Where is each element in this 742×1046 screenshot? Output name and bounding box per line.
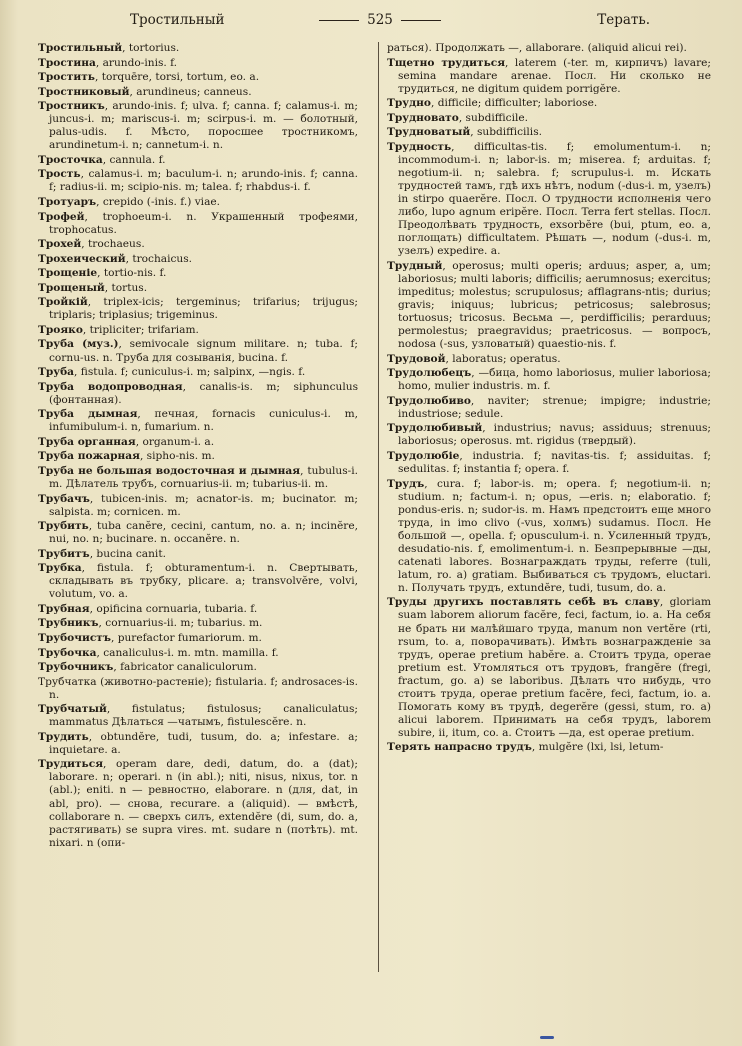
headword: Трудолюбіе [387, 449, 460, 462]
dictionary-entry: Трудновато, subdifficile. [387, 111, 529, 124]
headword: Трощеный [38, 281, 105, 294]
dictionary-entry: Трудолюбецъ, —бица, homo laboriosus, mulier laboriosa; homo, mulier industris. m. f. [387, 367, 711, 393]
dictionary-entry: Трудноватый, subdifficilis. [387, 126, 542, 139]
dictionary-entry: Трудный, operosus; multi operis; arduus; asper, a, um; laboriosus; multi laboris; difficilis; aerumnosus; exercitus; impeditus; molestus; scrupulosus; afflagrans-ntis; durius; gravis; iniquus; lubricus; petricosus; salebrosus; tortuosus; tricosus. Весьма —, perdifficilis; perarduus; permolestus; praegravidus; praetricosus. — вопросъ, nodosa (-sus, узловатый) quaestio-nis. f. [387, 259, 711, 351]
headword: Трубитъ [38, 547, 90, 560]
headword: Трубчатый [38, 703, 107, 716]
dictionary-entry: Трубачъ, tubicen-inis. m; acnator-is. m; bucinator. m; salpista. m; cornicen. m. [38, 492, 358, 518]
dictionary-entry: Трудолюбиво, naviter; strenue; impigre; industrie; industriose; sedule. [387, 394, 711, 420]
dictionary-entry: Тщетно трудиться, laterem (-ter. m, кирпичъ) lavare; semina mandare arenae. Посл. Ни сколько не трудиться, ne digitum quidem porrigĕre. [387, 56, 711, 95]
dictionary-entry: Трудолюбивый, industrius; navus; assiduus; strenuus; laboriosus; operosus. mt. rigidus (твердый). [387, 422, 711, 448]
header-left-word: Тростильный [130, 12, 225, 28]
headword: Труды другихъ поставлять себѣ въ славу [387, 596, 660, 609]
dictionary-entry: Трудовой, laboratus; operatus. [387, 352, 561, 365]
headword: Трубочистъ [38, 631, 111, 644]
dictionary-entry: Трудность, difficultas-tis. f; emolumentum-i. n; incommodum-i. n; labor-is. m; miserea. f; arduitas. f; negotium-ii. n; salebra. f; scrupulus-i. m. Искать трудностей тамъ, гдѣ ихъ нѣтъ, nodum (-dus-i. m, узелъ) in stirpo quaerĕre. Посл. О трудности исполненія чего либо, lupo agnum eripĕre. Посл. Terra fert stellas. Посл. Преодолѣвать трудность, exsorbĕre (bui, ptum, eo. a, поглощать) difficultatem. Рѣшать —, nodum (-dus-i. m, узелъ) expedire. a. [387, 140, 711, 258]
dictionary-entry: Труба органная, organum-i. a. [38, 435, 215, 448]
headword: Труба (муз.) [38, 338, 119, 351]
dictionary-entry: Трудить, obtundĕre, tudi, tusum, do. a; infestare. a; inquietare. a. [38, 730, 358, 756]
headword: Трудность [387, 140, 452, 153]
dictionary-entry: Трудъ, cura. f; labor-is. m; opera. f; negotium-ii. n; studium. n; factum-i. n; opus, —eris. n; elaboratio. f; pondus-eris. n; sudor-is. m. Намъ предстоитъ еще много труда, in imo clivo (-vus, холмъ) sudamus. Посл. Не большой —, opella. f; opusculum-i. n. Усиленный трудъ, desudatio-nis. f, emolimentum-i. n. Безпрерывные —ды, catenati labores. Вознаграждать труды, referre (tuli, latum, ro. a) gratiam. Выбиваться съ трудомъ, eluctari. n. Получать трудъ, extundĕre, tudi, tusum, do. a. [387, 477, 711, 594]
headword: Трубачъ [38, 492, 90, 505]
headword: Трудноватый [387, 126, 471, 139]
headword: Тростина [38, 56, 96, 69]
dictionary-entry: Трубочистъ, purefactor fumariorum. m. [38, 631, 262, 644]
headword: Тросточка [38, 153, 103, 166]
dictionary-entry: Трубная, opificina cornuaria, tubaria. f. [38, 602, 258, 615]
headword: Тростниковый [38, 85, 130, 98]
dictionary-entry: Терять напрасно трудъ, mulgĕre (lxi, lsi, letum- [387, 741, 664, 754]
headword: Тростникъ [38, 100, 105, 113]
column-divider [378, 42, 379, 972]
dictionary-entry: Трохей, trochaeus. [38, 238, 145, 251]
dictionary-entry: Тростильный, tortorius. [38, 42, 180, 54]
headword: Трудъ [387, 477, 425, 490]
headword: Трояко [38, 323, 83, 336]
dictionary-entry: Трубить, tuba canĕre, cecini, cantum, no. a. n; incinĕre, nui, no. n; bucinare. n. occanĕre. n. [38, 520, 358, 546]
headword: Трубка [38, 562, 82, 575]
dictionary-entry: Трудно, difficile; difficulter; laboriose. [387, 97, 598, 110]
headword: Трубить [38, 520, 89, 533]
dictionary-entry: Труба (муз.), semivocale signum militare. n; tuba. f; cornu-us. n. Труба для созыванія, bucina. f. [38, 338, 358, 364]
dictionary-entry: Трость, calamus-i. m; baculum-i. n; arundo-inis. f; canna. f; radius-ii. m; scipio-nis. m; talea. f; rhabdus-i. f. [38, 168, 358, 194]
headword: Трость [38, 168, 81, 181]
headword: Трохей [38, 238, 82, 251]
headword: Трощеніе [38, 267, 98, 280]
page-number: 525 [367, 12, 393, 28]
headword: Тростить [38, 71, 95, 84]
right-column [387, 42, 711, 756]
dictionary-entry: Трубникъ, cornuarius-ii. m; tubarius. m. [38, 617, 263, 630]
headword: Трофей [38, 210, 85, 223]
headword: Трудновато [387, 111, 459, 124]
header-right-word: Терать. [597, 12, 650, 28]
dictionary-entry: Трохеический, trochaicus. [38, 252, 193, 265]
dictionary-entry: Тросточка, cannula. f. [38, 153, 166, 166]
page-header [40, 6, 702, 32]
headword: Трудный [387, 259, 443, 272]
headword: Трудить [38, 730, 89, 743]
dictionary-entry: Тротуаръ, crepido (-inis. f.) viae. [38, 196, 221, 209]
headword: Тщетно трудиться [387, 56, 506, 69]
dictionary-entry: Трощеный, tortus. [38, 281, 148, 294]
header-rule-right [401, 20, 441, 21]
headword: Труба [38, 366, 75, 379]
dictionary-entry: Трубитъ, bucina canit. [38, 547, 166, 560]
dictionary-entry: Тростина, arundo-inis. f. [38, 56, 178, 69]
headword: Трубникъ [38, 617, 99, 630]
dictionary-entry: Труба, fistula. f; cuniculus-i. m; salpinx, —ngis. f. [38, 366, 306, 379]
dictionary-entry: Трубочка, canaliculus-i. m. mtn. mamilla. f. [38, 646, 279, 659]
dictionary-entry: Трубочникъ, fabricator canaliculorum. [38, 661, 257, 674]
dictionary-entry: Тростниковый, arundineus; canneus. [38, 85, 252, 98]
headword: Тротуаръ [38, 196, 97, 209]
dictionary-entry: Трощеніе, tortio-nis. f. [38, 267, 167, 280]
dictionary-entry: Труды другихъ поставлять себѣ въ славу, gloriam suam laborem aliorum facĕre, feci, factum, io. a. На себя не брать ни малѣйшаго труда, manum non vertĕre (rti, rsum, to. a, поворачивать). Имѣть вознагражденіе за трудъ, operae pretium habĕre. a. Стоитъ труда, operae pretium est. Утомляться отъ трудовъ, frangĕre (fregi, fractum, go. a) se laboribus. Дѣлать что нибудь, что стоитъ труда, operae pretium facĕre, feci, factum, io. a. Помогать кому въ трудѣ, degerĕre (gessi, stum, ro. a) alicui laborem. Принимать на себя трудъ, laborem subire, ii, itum, co. a. Стоитъ —да, est operae pretium. [387, 596, 711, 739]
headword: Трубная [38, 602, 90, 615]
headword: Тройкій [38, 296, 88, 309]
dictionary-entry: Труба дымная, печная, fornacis cuniculus-i. m, infumibulum-i. n, fumarium. n. [38, 408, 358, 434]
headword: Труба не большая водосточная и дымная [38, 464, 301, 477]
left-column [38, 42, 358, 851]
dictionary-entry: Тростить, torquēre, torsi, tortum, eo. a. [38, 71, 260, 84]
headword: Тростильный [38, 42, 123, 54]
page-number-block [310, 12, 450, 28]
headword: Трудолюбивый [387, 422, 483, 435]
headword: Трубочка [38, 646, 97, 659]
headword: Трудно [387, 97, 431, 110]
headword: Трубочникъ [38, 661, 114, 674]
dictionary-entry: Трофей, trophoeum-i. n. Украшенный трофеями, trophocatus. [38, 210, 358, 236]
dictionary-entry: Тростникъ, arundo-inis. f; ulva. f; canna. f; calamus-i. m; juncus-i. m; mariscus-i. m; scirpus-i. m. — болотный, palus-udis. f. Мѣсто, поросшее тростникомъ, arundinetum-i. n; cannetum-i. n. [38, 100, 358, 152]
dictionary-entry: Трубчатка (животно-растеніе); fistularia. f; androsaces-is. n. [38, 675, 358, 701]
headword: Труба пожарная [38, 450, 140, 463]
headword: Трудиться [38, 758, 104, 771]
dictionary-entry: Труба не большая водосточная и дымная, tubulus-i. m. Дѣлатель трубъ, cornuarius-ii. m; tubarius-ii. m. [38, 464, 359, 490]
header-rule-left [319, 20, 359, 21]
dictionary-entry: Тройкій, triplex-icis; tergeminus; trifarius; trijugus; triplaris; triplasius; trigeminus. [38, 296, 358, 322]
headword: Терять напрасно трудъ [387, 741, 532, 754]
dictionary-entry: Трудолюбіе, industria. f; navitas-tis. f; assiduitas. f; sedulitas. f; instantia f; opera. f. [387, 449, 711, 475]
dictionary-entry: раться). Продолжать —, allaborare. (aliquid alicui rei). [387, 42, 687, 54]
dictionary-entry: Трубчатый, fistulatus; fistulosus; canaliculatus; mammatus Дѣлаться —чатымъ, fistulescĕre. n. [38, 703, 358, 729]
dictionary-entry: Трубка, fistula. f; obturamentum-i. n. Свертывать, складывать въ трубку, plicare. a; transvolvĕre, volvi, volutum, vo. a. [38, 562, 358, 601]
scan-mark [540, 1036, 554, 1039]
headword: Труба органная [38, 435, 136, 448]
headword: Трудовой [387, 352, 446, 365]
dictionary-entry: Труба водопроводная, canalis-is. m; siphunculus (фонтанная). [38, 380, 359, 406]
dictionary-entry: Труба пожарная, sipho-nis. m. [38, 450, 215, 463]
headword: Труба дымная [38, 408, 138, 421]
dictionary-entry: Трояко, tripliciter; trifariam. [38, 323, 199, 336]
headword: Трудолюбиво [387, 394, 471, 407]
headword: Труба водопроводная [38, 380, 183, 393]
headword: Трохеический [38, 252, 126, 265]
dictionary-entry: Трудиться, operam dare, dedi, datum, do. a (dat); laborare. n; operari. n (in abl.); niti, nisus, nixus, tor. n (abl.); eniti. n — ревностно, elaborare. n (для, dat, in abl, pro). — снова, recurare. a (aliquid). — вмѣстѣ, collaborare n. — сверхъ силъ, extendĕre (di, sum, do. a, растягивать) se supra vires. mt. sudare n (потѣть). mt. nixari. n (опи- [38, 758, 358, 849]
headword: Трудолюбецъ [387, 367, 472, 380]
